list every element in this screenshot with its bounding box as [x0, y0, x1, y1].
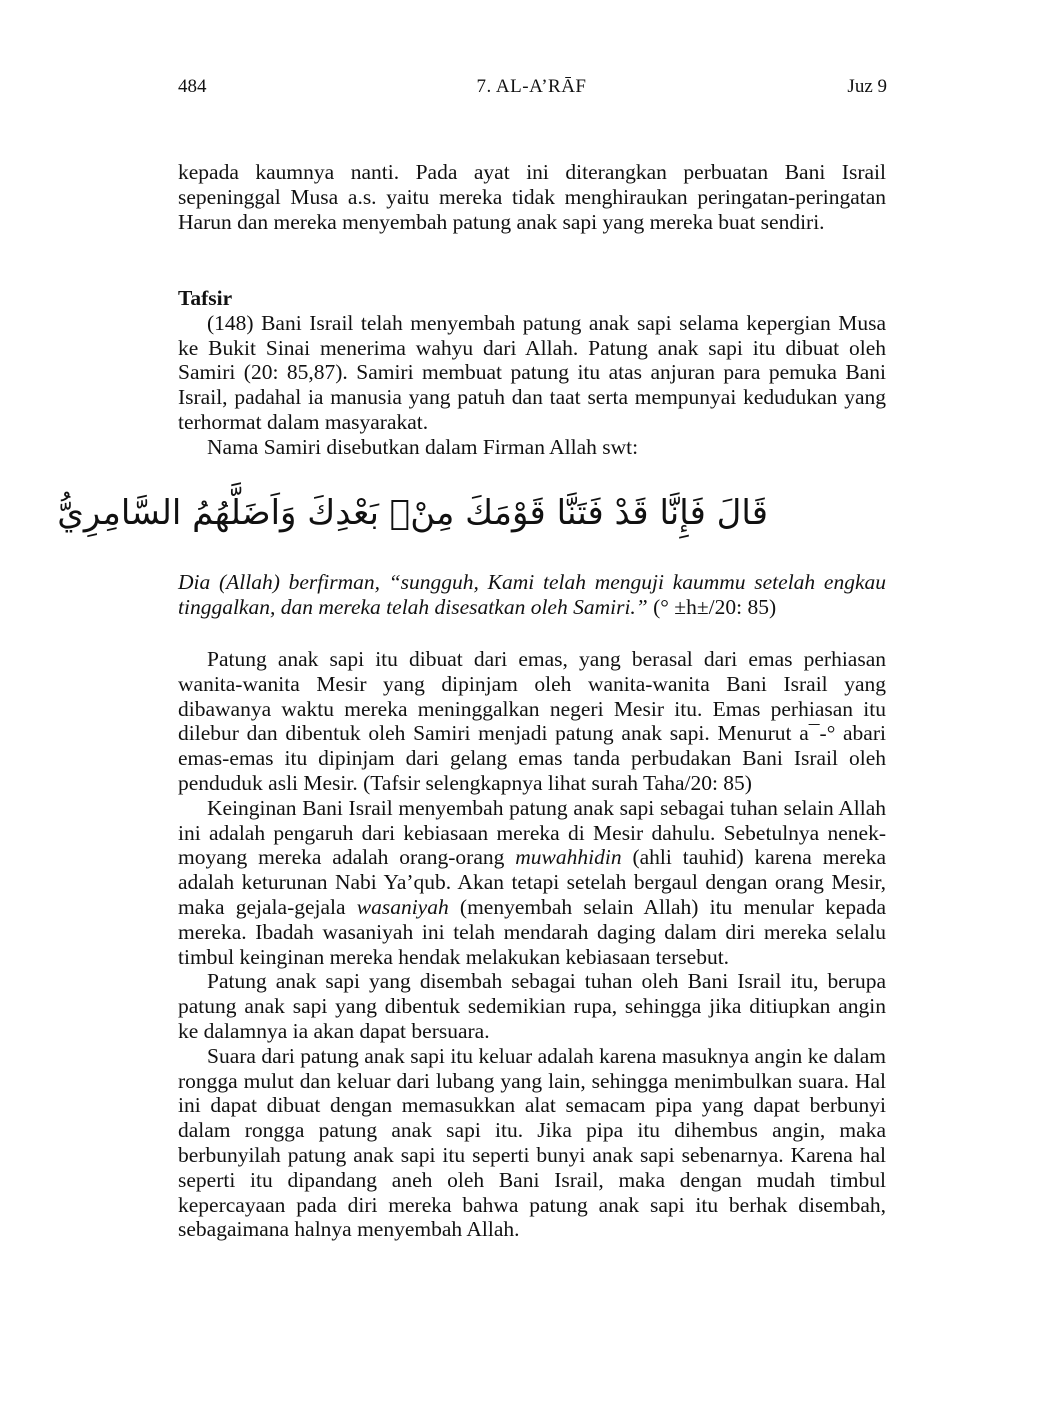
paragraph-statue-form: Patung anak sapi yang disembah sebagai tuhan oleh Bani Israil itu, berupa patung anak sapi yang dibentuk sedemikian rupa, sehingga jika ditiupkan angin ke dalamnya ia akan dapat bersuara.: [178, 969, 886, 1043]
translation-text: Dia (Allah) berfirman, “sungguh, Kami telah menguji kaummu setelah engkau tinggalkan, dan mereka telah disesatkan oleh Samiri.”: [178, 570, 886, 619]
term-wasaniyah: wasaniyah: [356, 894, 449, 919]
verse-translation: [178, 570, 886, 620]
paragraph-statue-sound: Suara dari patung anak sapi itu keluar adalah karena masuknya angin ke dalam rongga mulut dan keluar dari lubang yang lain, sehingga menimbulkan suara. Hal ini dapat dibuat dengan memasukkan alat semacam pipa yang dapat berbunyi dalam rongga patung anak sapi itu. Jika pipa itu dihembus angin, maka berbunyilah patung anak sapi itu seperti bunyi anak sapi sebenarnya. Karena hal seperti itu dipandang aneh oleh Bani Israil, maka dengan mudah timbul kepercayaan pada diri mereka bahwa patung anak sapi itu berhak disembah, sebagaimana halnya menyembah Allah.: [178, 1043, 886, 1242]
intro-block: [178, 160, 886, 234]
paragraph-egypt-text-b: (ahli tauhid) karena mereka adalah keturunan Nabi Ya’qub. Akan tetapi setelah bergaul dengan orang Mesir, maka gejala-gejala: [178, 845, 886, 919]
arabic-verse: قَالَ فَإِنَّا قَدْ فَتَنَّا قَوْمَكَ مِنْۢ بَعْدِكَ وَاَضَلَّهُمُ السَّامِرِيُّ: [57, 493, 768, 533]
tafsir-paragraph-148: (148) Bani Israil telah menyembah patung anak sapi selama kepergian Musa ke Bukit Sinai menerima wahyu dari Allah. Patung anak sapi itu dibuat oleh Samiri (20: 85,87). Samiri membuat patung itu atas anjuran para pemuka Bani Israil, padahal ia manusia yang patuh dan taat serta mempunyai kedudukan yang terhormat dalam masyarakat.: [178, 310, 886, 434]
intro-paragraph: kepada kaumnya nanti. Pada ayat ini diterangkan perbuatan Bani Israil sepeninggal Musa a.s. yaitu mereka tidak menghiraukan peringatan-peringatan Harun dan mereka menyembah patung anak sapi yang mereka buat sendiri.: [178, 160, 886, 234]
page-number: 484: [178, 76, 207, 97]
paragraph-egypt-influence: [178, 796, 886, 970]
paragraph-egypt-text-c: (menyembah selain Allah) itu menular kepada mereka. Ibadah wasaniyah ini telah mendarah daging dalam diri mereka selalu timbul keinginan mereka hendak melakukan kebiasaan tersebut.: [178, 894, 886, 969]
verse-reference: (° ±h±/20: 85): [647, 594, 777, 619]
tafsir-section: [178, 286, 886, 460]
paragraph-gold-origin: Patung anak sapi itu dibuat dari emas, yang berasal dari emas perhiasan wanita-wanita Mesir yang dipinjam oleh wanita-wanita Bani Israil yang dibawanya waktu mereka meninggalkan negeri Mesir itu. Emas perhiasan itu dilebur dan dibentuk oleh Samiri menjadi patung anak sapi. Menurut a¯-° abari emas-emas itu dipinjam dari gelang emas tanda perbudakan Bani Israil oleh penduduk asli Mesir. (Tafsir selengkapnya lihat surah Taha/20: 85): [178, 647, 886, 795]
tafsir-verse-intro: Nama Samiri disebutkan dalam Firman Allah swt:: [207, 434, 639, 459]
paragraph-egypt-text-a: Keinginan Bani Israil menyembah patung anak sapi sebagai tuhan selain Allah ini adalah pengaruh dari kebiasaan mereka di Mesir dahulu. Sebetulnya nenek-moyang mereka adalah orang-orang: [178, 795, 886, 870]
commentary-block: [178, 647, 886, 1242]
term-muwahhidin: muwahhidin: [515, 845, 622, 870]
juz-label: Juz 9: [847, 76, 887, 97]
chapter-title: 7. AL-A’RĀF: [476, 76, 587, 97]
tafsir-heading: Tafsir: [178, 286, 233, 310]
